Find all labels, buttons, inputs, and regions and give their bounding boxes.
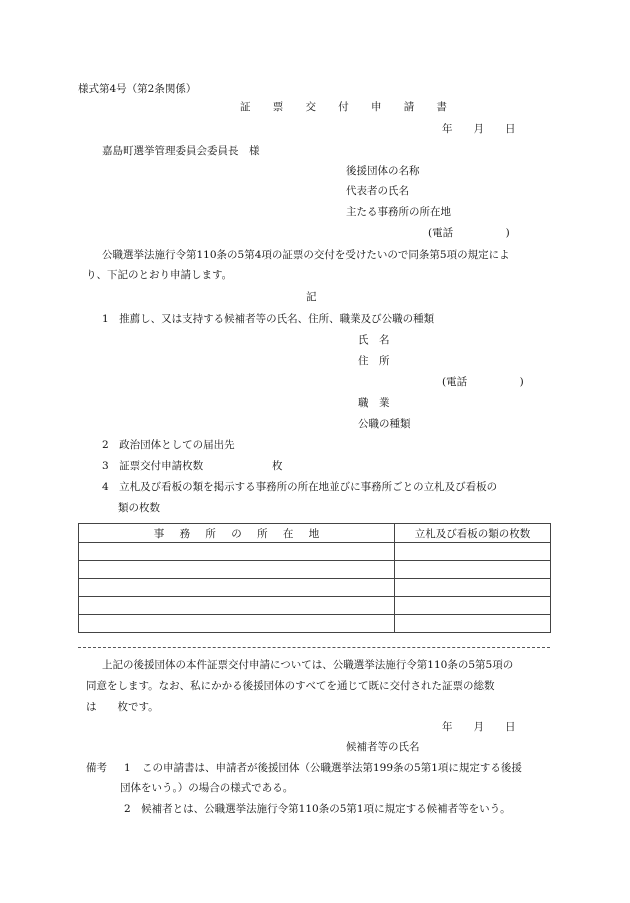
remark-1-line-2: 団体をいう。）の場合の様式である。 [120,782,294,794]
applicant-org-name-label: 後援団体の名称 [346,165,420,177]
dashed-separator [78,647,550,648]
office-location-cell[interactable] [79,543,395,561]
signboard-count-cell[interactable] [395,615,551,633]
signboard-count-cell[interactable] [395,561,551,579]
candidate-office-type-label: 公職の種類 [358,418,411,430]
table-row [79,561,551,579]
candidate-occupation-label: 職 業 [358,397,390,409]
remark-1-line-1: この申請書は、申請者が後援団体（公職選挙法第199条の5第1項に規定する後援 [142,762,522,774]
signboard-count-cell[interactable] [395,597,551,615]
item-2: 2 政治団体としての届出先 [102,439,235,451]
consent-line-2: 同意をします。なお、私にかかる後援団体のすべてを通じて既に交付された証票の総数 [86,680,495,692]
table-row [79,597,551,615]
office-location-cell[interactable] [79,561,395,579]
application-date: 年 月 日 [442,123,516,135]
table-row [79,615,551,633]
remark-1-number: 1 [124,762,131,774]
ki-heading: 記 [306,291,317,303]
office-location-cell[interactable] [79,597,395,615]
table-header-row [79,524,551,543]
candidate-tel-label: (電話 ) [442,376,524,388]
consent-line-3: は 枚です。 [86,701,159,713]
body-text-line-1: 公職選挙法施行令第110条の5第4項の証票の交付を受けたいので同条第5項の規定によ [102,249,510,261]
table-row [79,543,551,561]
office-location-cell[interactable] [79,615,395,633]
remarks-label: 備考 [86,762,107,774]
form-number: 様式第4号（第2条関係） [78,83,197,95]
candidate-name-label: 氏 名 [358,334,390,346]
applicant-office-label: 主たる事務所の所在地 [346,206,451,218]
item-3-unit: 枚 [272,460,283,472]
office-location-cell[interactable] [79,579,395,597]
applicant-tel-label: (電話 ) [428,227,510,239]
addressee: 嘉島町選挙管理委員会委員長 様 [102,145,260,157]
candidate-address-label: 住 所 [358,355,390,367]
consent-date: 年 月 日 [442,721,516,733]
item-3-label: 3 証票交付申請枚数 [102,460,204,472]
table-row [79,579,551,597]
item-4-line-2: 類の枚数 [118,502,160,514]
candidate-signature-label: 候補者等の氏名 [346,741,420,753]
body-text-line-2: り、下記のとおり申請します。 [86,269,233,281]
office-location-header: 事 務 所 の 所 在 地 [79,524,395,543]
remark-2: 2 候補者とは、公職選挙法施行令第110条の5第1項に規定する候補者等をいう。 [124,803,511,815]
document-title: 証 票 交 付 申 請 書 [240,101,457,113]
signboard-count-cell[interactable] [395,543,551,561]
signboard-count-header: 立札及び看板の類の枚数 [395,524,551,543]
consent-line-1: 上記の後援団体の本件証票交付申請については、公職選挙法施行令第110条の5第5項の [102,659,514,671]
signboard-count-cell[interactable] [395,579,551,597]
item-1: 1 推薦し、又は支持する候補者等の氏名、住所、職業及び公職の種類 [102,313,435,325]
item-4-line-1: 4 立札及び看板の類を掲示する事務所の所在地並びに事務所ごとの立札及び看板の [102,481,498,493]
office-signboard-table [78,523,551,633]
applicant-rep-name-label: 代表者の氏名 [346,185,409,197]
